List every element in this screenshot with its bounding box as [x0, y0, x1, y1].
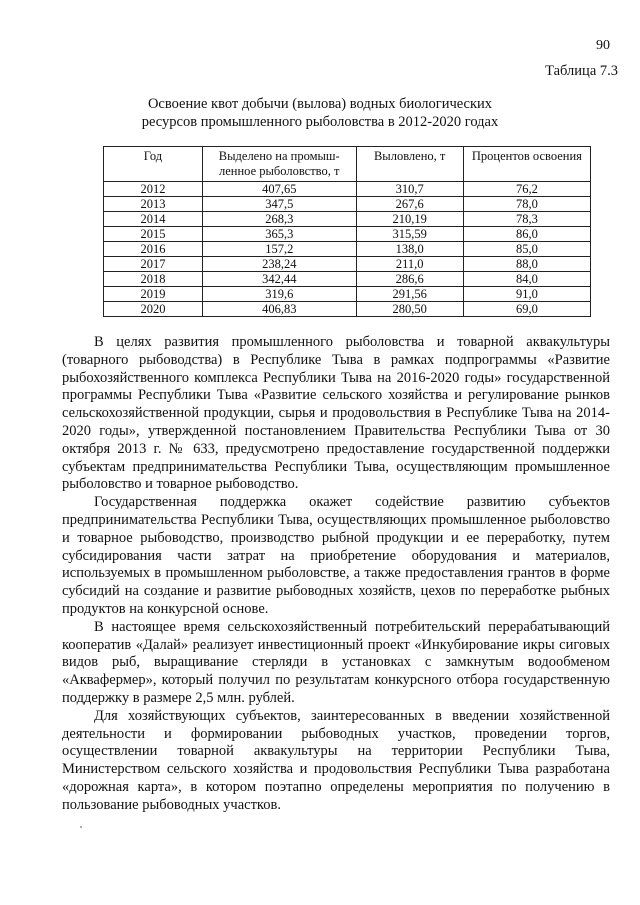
cell-year: 2014 — [104, 212, 203, 227]
cell-caught: 267,6 — [356, 197, 463, 212]
paragraph: В целях развития промышленного рыболовства и товарной аквакультуры (товарного рыбоводства) в Республике Тыва в рамках подпрограммы «Развитие рыбохозяйственного комплекса Республики Тыва на 2016-2020 годы» государственной программы Республики Тыва «Развитие сельского хозяйства и регулирование рынков сельскохозяйственной продукции, сырья и продовольствия в Республике Тыва на 2014-2020 годы», утвержденной постановлением Правительства Республики Тыва от 30 октября 2013 г. № 633, предусмотрено предоставление государственной поддержки субъектам предпринимательства Республики Тыва, осуществляющим промышленное рыболовство и товарное рыбоводство. — [62, 334, 610, 493]
cell-percent: 86,0 — [463, 227, 590, 242]
cell-caught: 291,56 — [356, 287, 463, 302]
cell-percent: 69,0 — [463, 302, 590, 317]
cell-year: 2018 — [104, 272, 203, 287]
cell-year: 2020 — [104, 302, 203, 317]
table-row — [104, 272, 591, 287]
cell-year: 2013 — [104, 197, 203, 212]
cell-year: 2017 — [104, 257, 203, 272]
cell-percent: 78,0 — [463, 197, 590, 212]
cell-year: 2012 — [104, 182, 203, 197]
table-row — [104, 242, 591, 257]
cell-allocated: 407,65 — [202, 182, 356, 197]
cell-caught: 310,7 — [356, 182, 463, 197]
table-row — [104, 182, 591, 197]
header-percent: Процентов освоения — [463, 147, 590, 182]
cell-percent: 85,0 — [463, 242, 590, 257]
table-row — [104, 302, 591, 317]
cell-percent: 78,3 — [463, 212, 590, 227]
cell-allocated: 238,24 — [202, 257, 356, 272]
cell-caught: 280,50 — [356, 302, 463, 317]
quota-table — [103, 146, 591, 317]
cell-year: 2019 — [104, 287, 203, 302]
cell-percent: 84,0 — [463, 272, 590, 287]
table-row — [104, 257, 591, 272]
paragraph: В настоящее время сельскохозяйственный потребительский перерабатывающий кооператив «Далай» реализует инвестиционный проект «Инкубирование икры сиговых видов рыб, выращивание стерляди в установках с замкнутым водообменом «Аквафермер», который получил по результатам конкурсного отбора государственную поддержку в размере 2,5 млн. рублей. — [62, 618, 610, 706]
cell-allocated: 347,5 — [202, 197, 356, 212]
cell-caught: 211,0 — [356, 257, 463, 272]
header-caught: Выловлено, т — [356, 147, 463, 182]
scan-speck — [80, 826, 82, 828]
cell-allocated: 157,2 — [202, 242, 356, 257]
cell-allocated: 406,83 — [202, 302, 356, 317]
page-number: 90 — [596, 38, 610, 53]
header-allocated-text: Выделено на промыш- ленное рыболовство, т — [218, 149, 340, 178]
cell-caught: 138,0 — [356, 242, 463, 257]
header-year: Год — [104, 147, 203, 182]
paragraph: Государственная поддержка окажет содействие развитию субъектов предпринимательства Республики Тыва, осуществляющих промышленное рыболовство и товарное рыбоводство, производство рыбной продукции и ее переработку, путем субсидирования части затрат на приобретение оборудования и материалов, используемых в промышленном рыболовстве, а также предоставления грантов в форме субсидий на создание и развитие рыбоводных хозяйств, цехов по переработке рыбных продуктов на конкурсной основе. — [62, 494, 610, 617]
cell-year: 2015 — [104, 227, 203, 242]
table-row — [104, 197, 591, 212]
table-title — [0, 95, 640, 131]
cell-allocated: 365,3 — [202, 227, 356, 242]
cell-percent: 88,0 — [463, 257, 590, 272]
cell-caught: 286,6 — [356, 272, 463, 287]
table-title-line: Освоение квот добычи (вылова) водных биологических — [147, 96, 493, 112]
cell-year: 2016 — [104, 242, 203, 257]
cell-percent: 76,2 — [463, 182, 590, 197]
table-body — [104, 182, 591, 317]
table-label: Таблица 7.3 — [545, 63, 618, 79]
cell-caught: 210,19 — [356, 212, 463, 227]
table-row — [104, 212, 591, 227]
cell-allocated: 342,44 — [202, 272, 356, 287]
header-allocated — [202, 147, 356, 182]
cell-allocated: 319,6 — [202, 287, 356, 302]
cell-percent: 91,0 — [463, 287, 590, 302]
table-title-line: ресурсов промышленного рыболовства в 2012-2020 годах — [141, 114, 499, 130]
table-row — [104, 227, 591, 242]
body-text — [62, 334, 610, 815]
paragraph: Для хозяйствующих субъектов, заинтересованных в введении хозяйственной деятельности и формировании рыбоводных участков, проведении торгов, осуществлении товарной аквакультуры на территории Республики Тыва, Министерством сельского хозяйства и продовольствия Республики Тыва разработана «дорожная карта», в котором поэтапно определены мероприятия по получению в пользование рыбоводных участков. — [62, 707, 610, 813]
table-header-row — [104, 147, 591, 182]
table-row — [104, 287, 591, 302]
cell-caught: 315,59 — [356, 227, 463, 242]
cell-allocated: 268,3 — [202, 212, 356, 227]
